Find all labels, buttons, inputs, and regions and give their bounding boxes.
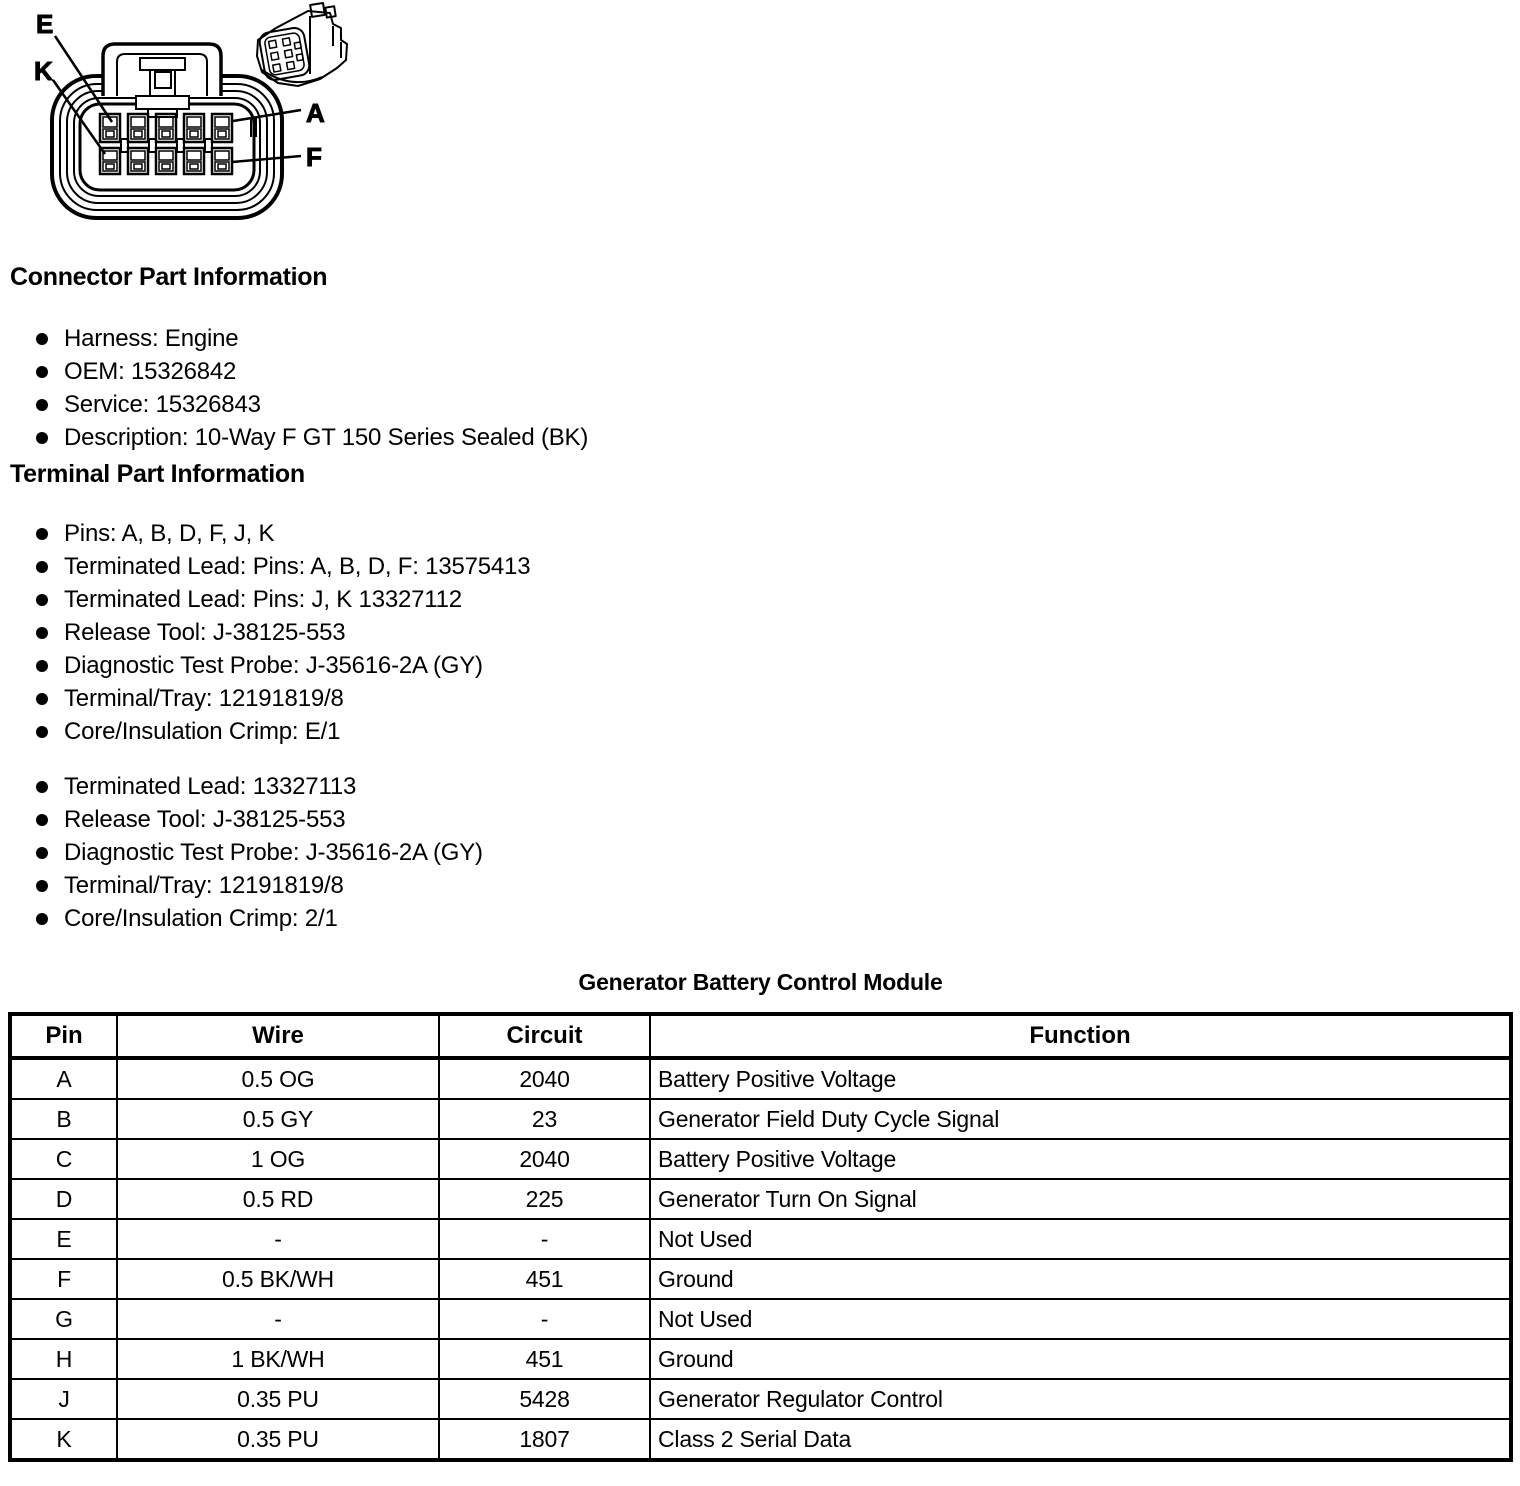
bullet-icon [36, 814, 48, 826]
circuit-cell: 5428 [439, 1379, 650, 1419]
wire-cell: 0.5 BK/WH [117, 1259, 439, 1299]
table-row [10, 1179, 1511, 1219]
list-item [0, 902, 483, 935]
connector-info-list [0, 322, 588, 454]
table-title: Generator Battery Control Module [578, 969, 943, 995]
wire-cell: 1 BK/WH [117, 1339, 439, 1379]
function-cell: Generator Regulator Control [650, 1379, 1511, 1419]
list-item-text: Terminated Lead: 13327113 [64, 773, 357, 800]
list-item [0, 550, 530, 583]
list-item [0, 836, 483, 869]
list-item [0, 583, 530, 616]
list-item-text: Terminal/Tray: 12191819/8 [64, 685, 344, 712]
pinout-table [8, 1012, 1513, 1462]
circuit-cell: 225 [439, 1179, 650, 1219]
bullet-icon [36, 627, 48, 639]
pin-cell: E [10, 1219, 117, 1259]
table-row [10, 1299, 1511, 1339]
terminal-row-top [100, 114, 232, 142]
list-item [0, 869, 483, 902]
list-item-text: Pins: A, B, D, F, J, K [64, 520, 275, 547]
function-cell: Not Used [650, 1219, 1511, 1259]
connector-3d-view-icon [257, 3, 347, 86]
bullet-icon [36, 726, 48, 738]
wire-cell: - [117, 1299, 439, 1339]
pin-cell: J [10, 1379, 117, 1419]
connector-face-view [52, 44, 282, 218]
function-cell: Ground [650, 1339, 1511, 1379]
list-item-text: Core/Insulation Crimp: 2/1 [64, 905, 338, 932]
table-row [10, 1259, 1511, 1299]
pin-label-e: E [36, 9, 54, 39]
bullet-icon [36, 660, 48, 672]
bullet-icon [36, 333, 48, 345]
pin-cell: K [10, 1419, 117, 1460]
table-header-row [10, 1014, 1511, 1058]
list-item-text: Diagnostic Test Probe: J-35616-2A (GY) [64, 652, 483, 679]
list-item-text: Release Tool: J-38125-553 [64, 619, 346, 646]
list-item [0, 682, 530, 715]
list-item-text: Core/Insulation Crimp: E/1 [64, 718, 341, 745]
wire-cell: 0.35 PU [117, 1419, 439, 1460]
table-row [10, 1379, 1511, 1419]
bullet-icon [36, 528, 48, 540]
pin-label-k: K [34, 56, 53, 86]
bullet-icon [36, 847, 48, 859]
circuit-cell: 2040 [439, 1058, 650, 1099]
wire-cell: 1 OG [117, 1139, 439, 1179]
list-item [0, 803, 483, 836]
function-cell: Not Used [650, 1299, 1511, 1339]
function-cell: Class 2 Serial Data [650, 1419, 1511, 1460]
list-item-text: Description: 10-Way F GT 150 Series Sealed (BK) [64, 424, 589, 451]
connector-part-info-heading: Connector Part Information [10, 263, 328, 291]
bullet-icon [36, 781, 48, 793]
list-item [0, 715, 530, 748]
circuit-cell: 1807 [439, 1419, 650, 1460]
circuit-cell: 451 [439, 1259, 650, 1299]
wire-cell: 0.5 GY [117, 1099, 439, 1139]
terminal-info-list-2 [0, 770, 483, 935]
table-row [10, 1139, 1511, 1179]
list-item-text: Diagnostic Test Probe: J-35616-2A (GY) [64, 839, 483, 866]
bullet-icon [36, 693, 48, 705]
pin-cell: F [10, 1259, 117, 1299]
column-header-wire: Wire [117, 1014, 439, 1058]
pin-cell: A [10, 1058, 117, 1099]
list-item [0, 649, 530, 682]
bullet-icon [36, 913, 48, 925]
wire-cell: - [117, 1219, 439, 1259]
list-item-text: Terminated Lead: Pins: A, B, D, F: 13575413 [64, 553, 531, 580]
wire-cell: 0.5 OG [117, 1058, 439, 1099]
bullet-icon [36, 432, 48, 444]
list-item-text: OEM: 15326842 [64, 358, 237, 385]
bullet-icon [36, 594, 48, 606]
bullet-icon [36, 399, 48, 411]
table-row [10, 1058, 1511, 1099]
list-item [0, 421, 588, 454]
circuit-cell: 451 [439, 1339, 650, 1379]
bullet-icon [36, 880, 48, 892]
column-header-pin: Pin [10, 1014, 117, 1058]
wire-cell: 0.5 RD [117, 1179, 439, 1219]
function-cell: Battery Positive Voltage [650, 1058, 1511, 1099]
pin-label-f: F [306, 142, 322, 172]
table-row [10, 1219, 1511, 1259]
function-cell: Generator Turn On Signal [650, 1179, 1511, 1219]
terminal-part-info-heading: Terminal Part Information [10, 460, 305, 488]
pin-cell: C [10, 1139, 117, 1179]
pin-cell: D [10, 1179, 117, 1219]
pin-cell: H [10, 1339, 117, 1379]
column-header-circuit: Circuit [439, 1014, 650, 1058]
bullet-icon [36, 561, 48, 573]
table-row [10, 1339, 1511, 1379]
list-item-text: Service: 15326843 [64, 391, 261, 418]
list-item-text: Release Tool: J-38125-553 [64, 806, 346, 833]
function-cell: Ground [650, 1259, 1511, 1299]
list-item [0, 322, 588, 355]
circuit-cell: 2040 [439, 1139, 650, 1179]
function-cell: Generator Field Duty Cycle Signal [650, 1099, 1511, 1139]
list-item [0, 616, 530, 649]
connector-diagram [0, 0, 372, 246]
list-item [0, 517, 530, 550]
terminal-info-list-1 [0, 517, 530, 748]
list-item-text: Terminated Lead: Pins: J, K 13327112 [64, 586, 462, 613]
table-row [10, 1419, 1511, 1460]
list-item-text: Harness: Engine [64, 325, 239, 352]
list-item [0, 388, 588, 421]
pin-cell: G [10, 1299, 117, 1339]
circuit-cell: 23 [439, 1099, 650, 1139]
circuit-cell: - [439, 1299, 650, 1339]
pin-cell: B [10, 1099, 117, 1139]
function-cell: Battery Positive Voltage [650, 1139, 1511, 1179]
wire-cell: 0.35 PU [117, 1379, 439, 1419]
table-row [10, 1099, 1511, 1139]
list-item-text: Terminal/Tray: 12191819/8 [64, 872, 344, 899]
column-header-function: Function [650, 1014, 1511, 1058]
bullet-icon [36, 366, 48, 378]
pin-label-a: A [306, 98, 325, 128]
circuit-cell: - [439, 1219, 650, 1259]
list-item [0, 355, 588, 388]
list-item [0, 770, 483, 803]
